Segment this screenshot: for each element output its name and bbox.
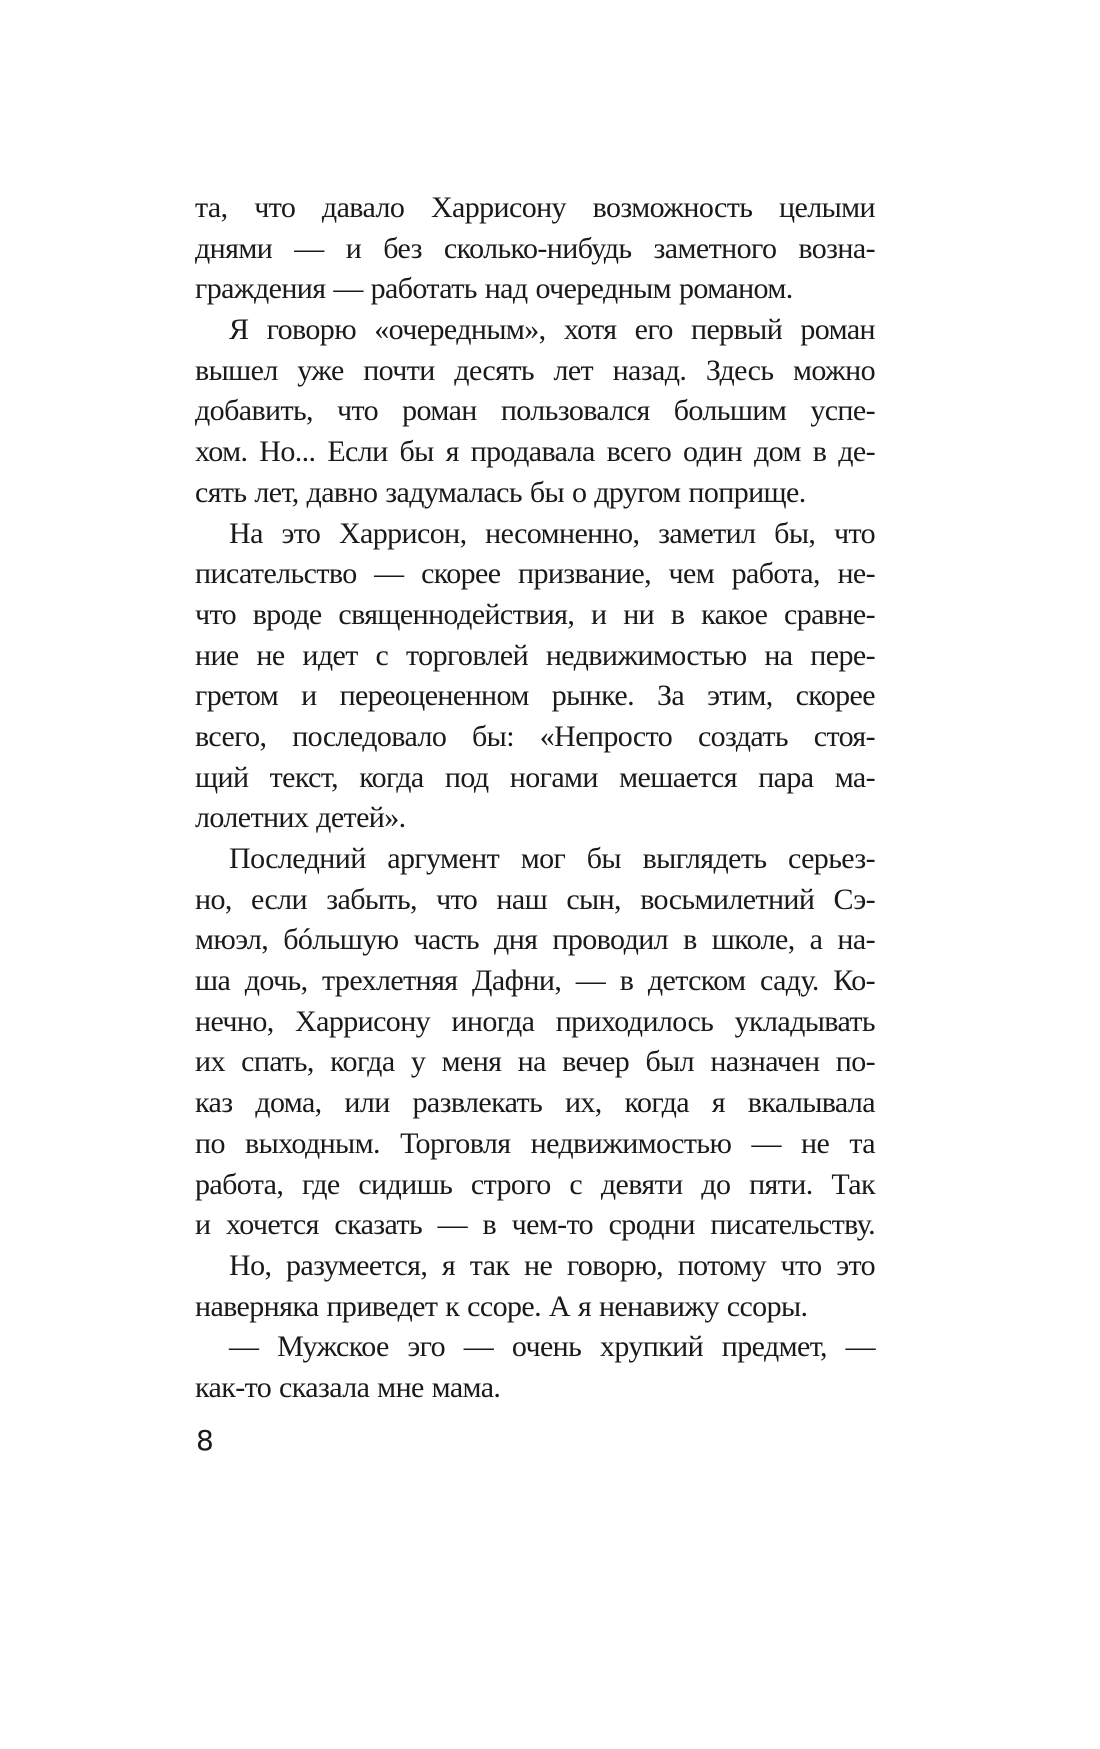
text-line: всего, последовало бы: «Непросто создать стоя- [195,719,875,753]
paragraph [195,188,875,310]
text-line: гретом и переоцененном рынке. За этим, скорее [195,679,875,713]
text-line: сять лет, давно задумалась бы о другом поприще. [195,475,806,509]
text-line: Но, разумеется, я так не говорю, потому что это [229,1248,875,1282]
text-line: На это Харрисон, несомненно, заметил бы, что [229,516,875,550]
paragraph [195,514,875,840]
text-line: писательство — скорее призвание, чем работа, не- [195,557,875,591]
text-line: лолетних детей». [195,801,406,835]
text-line: хом. Но... Если бы я продавала всего один дом в де- [195,435,875,469]
page-body [195,188,875,1409]
text-line: ша дочь, трехлетняя Дафни, — в детском саду. Ко- [195,964,875,998]
text-line: наверняка приведет к ссоре. А я ненавижу ссоры. [195,1289,808,1323]
text-line: та, что давало Харрисону возможность целыми [195,191,875,224]
text-line: днями — и без сколько-нибудь заметного возна- [195,231,875,265]
paragraph [195,310,875,513]
text-line: каз дома, или развлекать их, когда я вкалывала [195,1086,875,1120]
page-number: 8 [196,1424,214,1457]
text-line: нечно, Харрисону иногда приходилось укладывать [195,1004,875,1038]
text-line: добавить, что роман пользовался большим успе- [195,394,875,428]
text-line: граждения — работать над очередным романом. [195,272,793,306]
paragraph [195,839,875,1246]
text-line: вышел уже почти десять лет назад. Здесь можно [195,353,875,387]
text-line: ние не идет с торговлей недвижимостью на пере- [195,638,875,672]
text-line: и хочется сказать — в чем-то сродни писательству. [195,1208,875,1242]
text-line: щий текст, когда под ногами мешается пара ма- [195,760,875,794]
text-line: но, если забыть, что наш сын, восьмилетний Сэ- [195,882,875,916]
text-line: что вроде священнодействия, и ни в какое сравне- [195,597,875,631]
text-line: как-то сказала мне мама. [195,1370,501,1404]
text-line: мюэл, бóльшую часть дня проводил в школе, а на- [195,923,875,957]
text-line: Я говорю «очередным», хотя его первый роман [229,313,875,347]
dialogue-paragraph [195,1327,875,1408]
text-line: — Мужское эго — очень хрупкий предмет, — [229,1330,875,1364]
text-line: Последний аргумент мог бы выглядеть серьез- [229,842,875,875]
text-line: по выходным. Торговля недвижимостью — не та [195,1126,875,1160]
paragraph [195,1246,875,1327]
text-line: работа, где сидишь строго с девяти до пяти. Так [195,1167,875,1201]
text-line: их спать, когда у меня на вечер был назначен по- [195,1045,875,1079]
